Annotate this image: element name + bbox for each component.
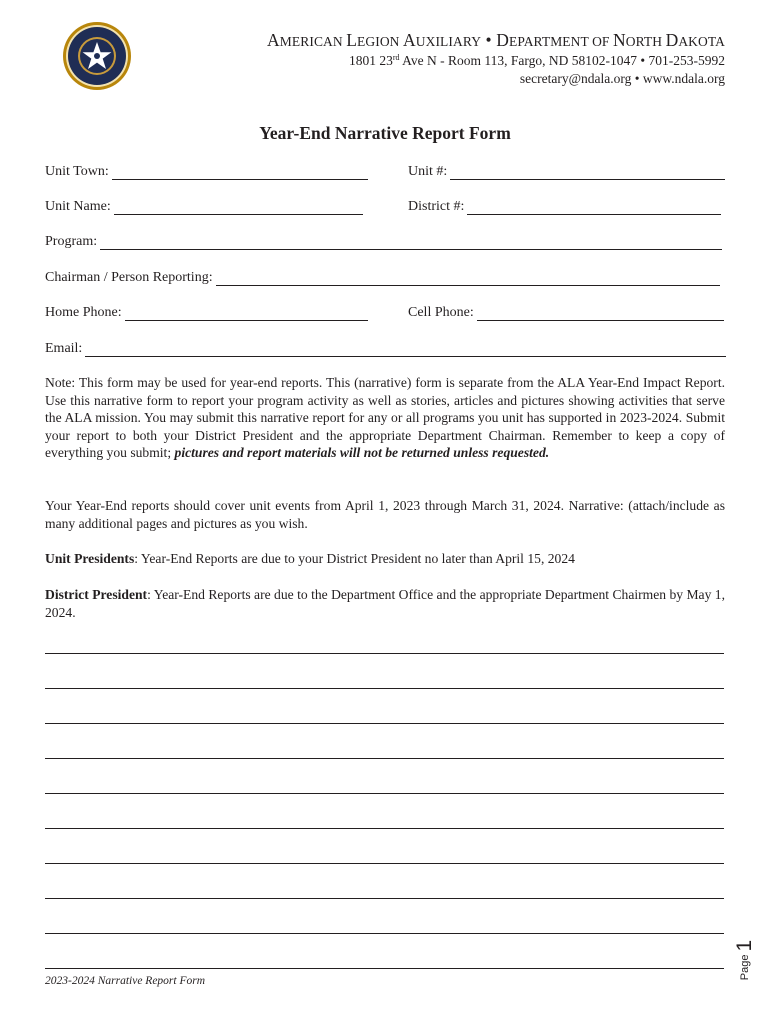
note-paragraph: Note: This form may be used for year-end reports. This (narrative) form is separate from the ALA Year-End Impact Report. Use this narrative form to report your program activity as well as stories, articles and pictures showing activities that serve the ALA mission. You may submit this narrative report for any or all programs you unit has supported in 2023-2024. Submit your report to both your District President and the appropriate Department Chairman. Remember to keep a copy of everything you submit; pictures and report materials will not be returned unless requested. [45,375,725,461]
reporting-period-paragraph: Your Year-End reports should cover unit events from April 1, 2023 through March 31, 2024. Narrative: (attach/include as many additional pages and pictures as you wish. [45,498,725,531]
district-president-paragraph: District President: Year-End Reports are due to the Department Office and the appropriate Department Chairmen by May 1, 2024. [45,587,725,620]
district-president-label: District President [45,587,148,602]
narrative-line[interactable] [45,863,724,864]
narrative-line[interactable] [45,723,724,724]
narrative-line[interactable] [45,758,724,759]
narrative-line[interactable] [45,688,724,689]
cell-phone-label: Cell Phone: [408,305,474,320]
narrative-line[interactable] [45,933,724,934]
cell-phone-input-line[interactable] [477,306,724,321]
american-legion-auxiliary-emblem [62,21,132,91]
unit-presidents-label: Unit Presidents [45,551,135,566]
narrative-line[interactable] [45,828,724,829]
chairman-field[interactable] [45,268,720,286]
chairman-label: Chairman / Person Reporting: [45,270,213,285]
chairman-input-line[interactable] [216,271,720,286]
home-phone-input-line[interactable] [125,306,368,321]
program-field[interactable] [45,232,722,250]
organization-name: AMERICAN LEGION AUXILIARY • DEPARTMENT OF NORTH DAKOTA [267,30,725,50]
unit-town-field[interactable] [45,162,368,180]
note-emphasis: pictures and report materials will not be returned unless requested. [174,445,550,461]
footer-form-name: 2023-2024 Narrative Report Form [45,975,206,987]
unit-name-field[interactable] [45,197,363,215]
unit-number-field[interactable] [408,162,725,180]
narrative-line[interactable] [45,653,724,654]
unit-presidents-paragraph: Unit Presidents: Year-End Reports are due to your District President no later than April 15, 2024 [45,551,575,566]
district-number-input-line[interactable] [467,200,721,215]
unit-name-label: Unit Name: [45,199,111,214]
narrative-line[interactable] [45,793,724,794]
unit-town-label: Unit Town: [45,164,109,179]
program-input-line[interactable] [100,235,722,250]
narrative-line[interactable] [45,898,724,899]
email-field[interactable] [45,339,726,357]
unit-town-input-line[interactable] [112,165,368,180]
narrative-line[interactable] [45,968,724,969]
cell-phone-field[interactable] [408,303,724,321]
home-phone-field[interactable] [45,303,368,321]
organization-contact: secretary@ndala.org • www.ndala.org [519,71,725,86]
page-word: Page [739,954,751,981]
district-number-label: District #: [408,199,465,214]
unit-number-label: Unit #: [408,164,448,179]
district-number-field[interactable] [408,197,721,215]
page-number-value: 1 [733,939,756,952]
organization-address: 1801 23rd Ave N - Room 113, Fargo, ND 58102-1047 • 701-253-5992 [348,53,725,68]
unit-number-input-line[interactable] [450,165,725,180]
form-title: Year-End Narrative Report Form [259,123,511,143]
unit-name-input-line[interactable] [114,200,363,215]
program-label: Program: [45,234,98,249]
email-label: Email: [45,341,83,356]
page-number [725,940,765,980]
email-input-line[interactable] [85,342,726,357]
home-phone-label: Home Phone: [45,305,122,320]
